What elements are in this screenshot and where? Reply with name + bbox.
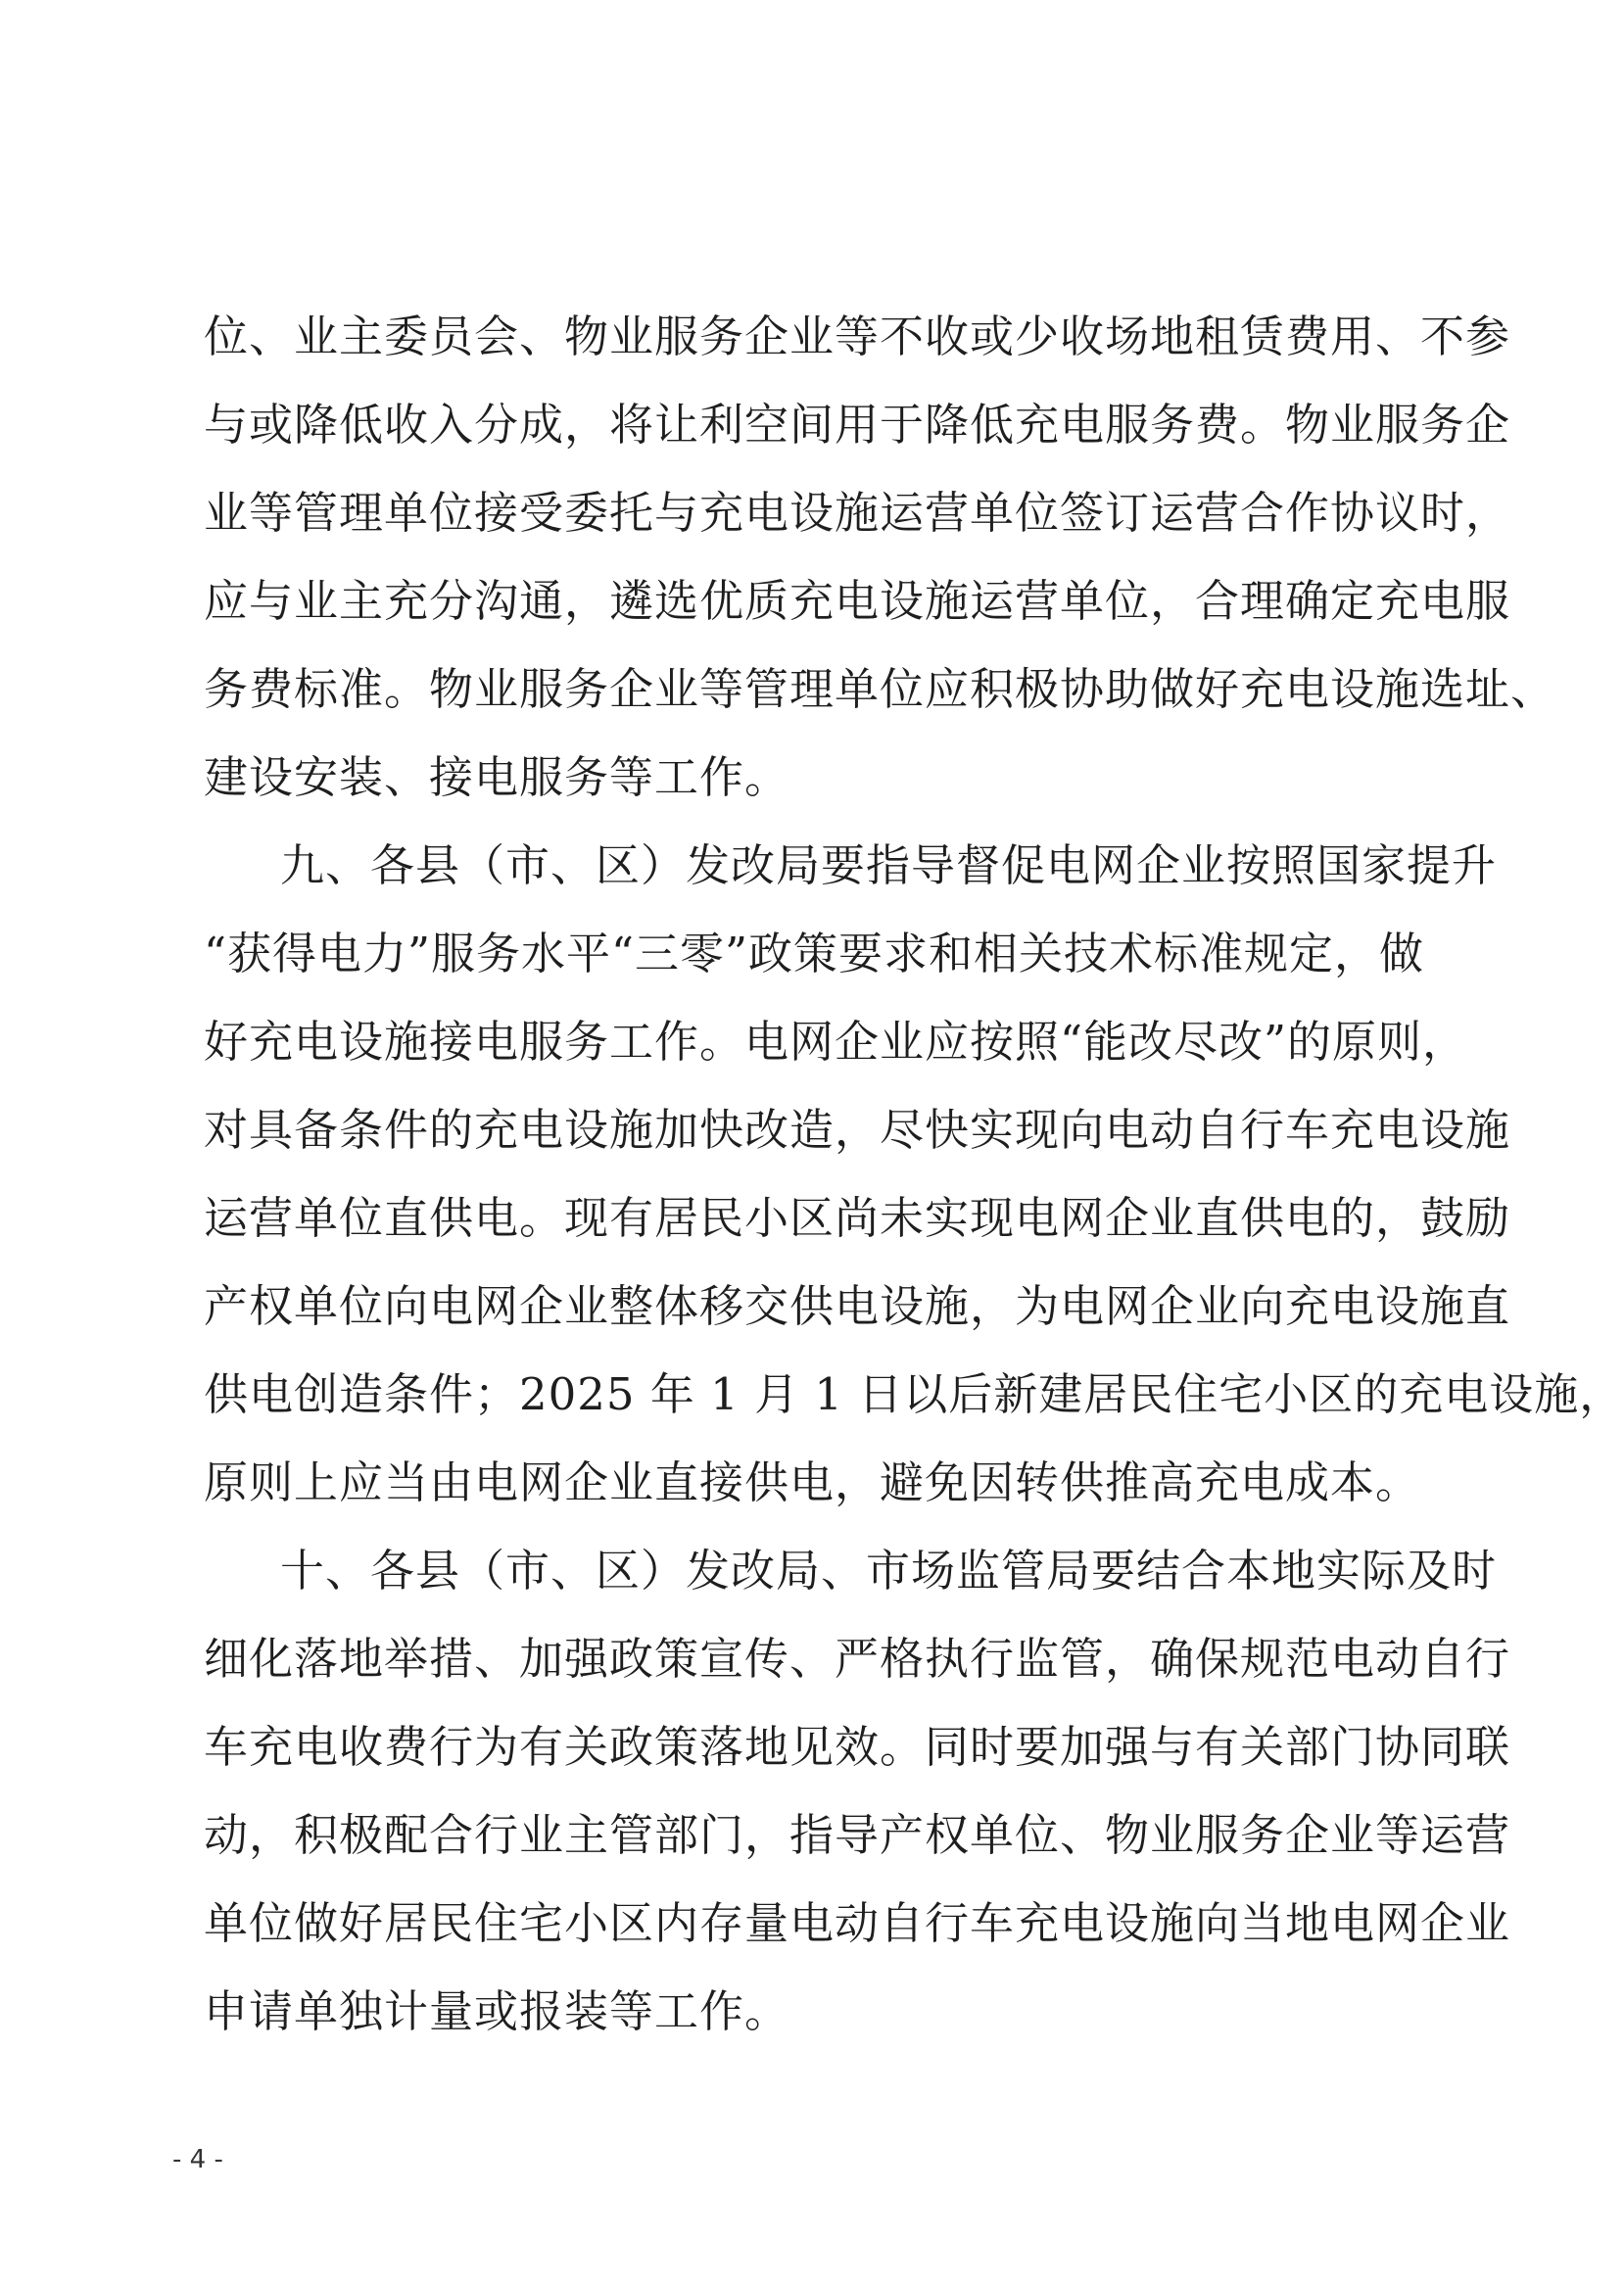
paragraph-10-first-line: 十、各县（市、区）发改局、市场监管局要结合本地实际及时 <box>280 1545 1498 1597</box>
text-line: 应与业主充分沟通，遴选优质充电设施运营单位，合理确定充电服 <box>204 575 1511 627</box>
text-line: 业等管理单位接受委托与充电设施运营单位签订运营合作协议时， <box>204 487 1511 539</box>
text-line: 位、业主委员会、物业服务企业等不收或少收场地租赁费用、不参 <box>204 310 1511 362</box>
text-line: 细化落地举措、加强政策宣传、严格执行监管，确保规范电动自行 <box>204 1633 1511 1685</box>
text-line: 务费标准。物业服务企业等管理单位应积极协助做好充电设施选址、 <box>204 663 1556 715</box>
text-line: 好充电设施接电服务工作。电网企业应按照“能改尽改”的原则， <box>204 1016 1468 1068</box>
text-line: 申请单独计量或报装等工作。 <box>204 1985 790 2037</box>
text-line: 运营单位直供电。现有居民小区尚未实现电网企业直供电的，鼓励 <box>204 1192 1511 1244</box>
text-line: “获得电力”服务水平“三零”政策要求和相关技术标准规定，做 <box>204 928 1425 979</box>
text-line: 单位做好居民住宅小区内存量电动自行车充电设施向当地电网企业 <box>204 1897 1511 1949</box>
text-line: 与或降低收入分成，将让利空间用于降低充电服务费。物业服务企 <box>204 399 1511 451</box>
text-line: 对具备条件的充电设施加快改造，尽快实现向电动自行车充电设施 <box>204 1104 1511 1156</box>
text-line: 建设安装、接电服务等工作。 <box>204 751 790 803</box>
page-number: - 4 - <box>172 2145 223 2174</box>
text-line: 车充电收费行为有关政策落地见效。同时要加强与有关部门协同联 <box>204 1721 1511 1773</box>
text-line: 供电创造条件；2025 年 1 月 1 日以后新建居民住宅小区的充电设施， <box>204 1368 1624 1420</box>
text-line: 产权单位向电网企业整体移交供电设施，为电网企业向充电设施直 <box>204 1280 1511 1332</box>
paragraph-9-first-line: 九、各县（市、区）发改局要指导督促电网企业按照国家提升 <box>280 839 1498 891</box>
text-line: 动，积极配合行业主管部门，指导产权单位、物业服务企业等运营 <box>204 1809 1511 1861</box>
text-line: 原则上应当由电网企业直接供电，避免因转供推高充电成本。 <box>204 1456 1421 1508</box>
